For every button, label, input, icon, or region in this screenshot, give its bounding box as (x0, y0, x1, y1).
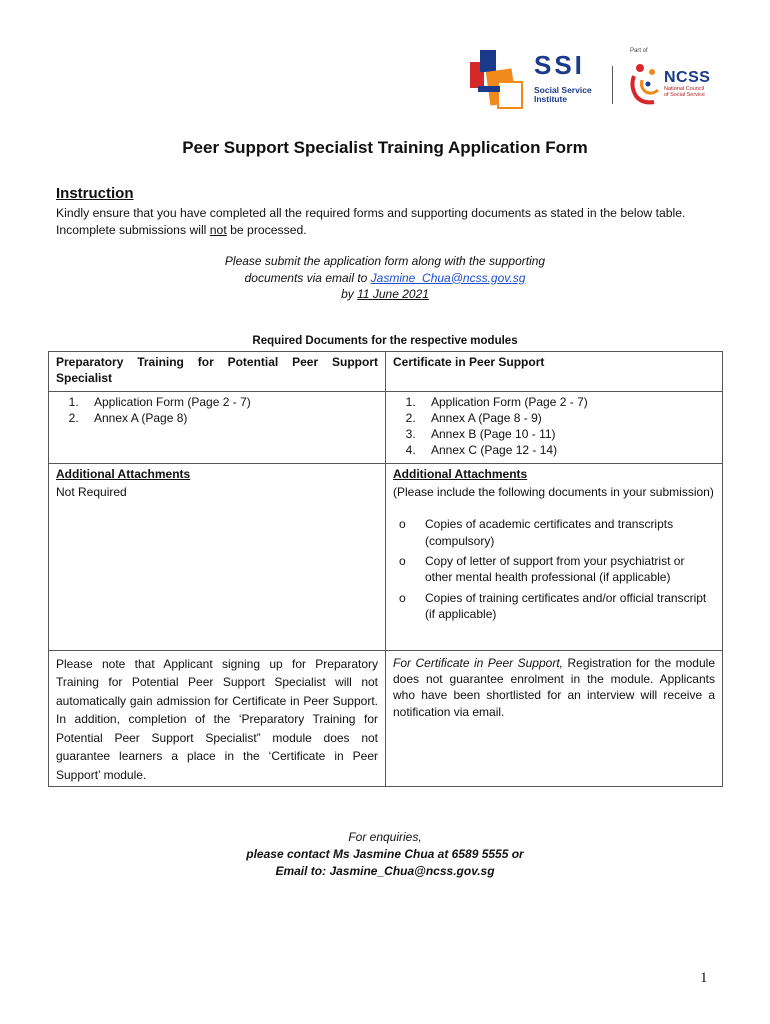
attachments-list (393, 516, 715, 622)
bullet-marker: o (399, 553, 406, 568)
enquiries-line1: For enquiries, (348, 830, 422, 844)
email-link[interactable]: Jasmine_Chua@ncss.gov.sg (370, 270, 526, 285)
enquiries-line2: please contact Ms Jasmine Chua at 6589 5555 or (246, 847, 524, 861)
bullet-marker: o (399, 517, 406, 532)
page-title: Peer Support Specialist Training Application Form (182, 138, 588, 157)
bullet-marker: o (399, 590, 406, 605)
list-item: 4. Annex C (Page 12 - 14) (419, 442, 715, 458)
left-attach-title: Additional Attachments (56, 466, 191, 481)
ncss-wordmark: NCSS National Council of Social Service (664, 69, 711, 98)
table-header-row (49, 352, 723, 392)
right-attach-text: (Please include the following documents in your submission) (393, 485, 714, 500)
list-item: 2. Annex A (Page 8 - 9) (419, 410, 715, 426)
required-documents-table (48, 351, 723, 787)
ssi-wordmark: SSI Social Service Institute (534, 50, 592, 104)
instruction-heading: Instruction (56, 185, 134, 202)
table-notes-row (49, 650, 723, 787)
deadline: 11 June 2021 (357, 287, 429, 301)
right-attach-title: Additional Attachments (393, 466, 528, 481)
left-docs-list (56, 394, 378, 427)
list-item: 1. Application Form (Page 2 - 7) (419, 394, 715, 410)
left-note: Please note that Applicant signing up for Preparatory Training for Potential Peer Support Specialist will not automatically gain admission for Certificate in Peer Support. In addition, completion of the ‘Preparatory Training for Potential Peer Support Specialist” module does not guarantee learners a place in the ‘Certificate in Peer Support’ module. (56, 656, 378, 782)
list-item: o Copies of academic certificates and transcripts (compulsory) (393, 516, 715, 549)
ncss-logo (628, 62, 664, 108)
left-module-header: Preparatory Training for Potential Peer Support Specialist (56, 355, 378, 386)
list-item: 2. Annex A (Page 8) (82, 410, 378, 426)
page-number: 1 (700, 970, 708, 986)
left-attach-text: Not Required (56, 485, 127, 500)
table-attachments-row (49, 463, 723, 650)
right-docs-list (393, 394, 715, 459)
enquiries-line3: Email to: Jasmine_Chua@ncss.gov.sg (275, 864, 495, 878)
submit-note-line3: by 11 June 2021 (341, 287, 429, 301)
right-note: For Certificate in Peer Support, Registration for the module does not guarantee enrolment in the module. Applicants who have been shortlisted for an interview will receive a notification via email. (393, 655, 715, 719)
logo-divider (612, 66, 613, 104)
list-item: o Copy of letter of support from your psychiatrist or other mental health professional (if applicable) (393, 553, 715, 586)
list-item: 1. Application Form (Page 2 - 7) (82, 394, 378, 410)
submit-note-line1: Please submit the application form along with the supporting (224, 254, 546, 268)
table-caption: Required Documents for the respective modules (252, 335, 518, 347)
list-item: 3. Annex B (Page 10 - 11) (419, 426, 715, 442)
right-module-header: Certificate in Peer Support (393, 355, 545, 369)
table-docs-row (49, 391, 723, 463)
submit-note-line2: documents via email to Jasmine_Chua@ncss.gov.sg (244, 270, 526, 285)
list-item: o Copies of training certificates and/or official transcript (if applicable) (393, 590, 715, 623)
part-of-label: Part of (630, 48, 648, 54)
instruction-text: Kindly ensure that you have completed all the required forms and supporting documents as stated in the below table. Incomplete submissions will not be processed. (56, 206, 686, 237)
